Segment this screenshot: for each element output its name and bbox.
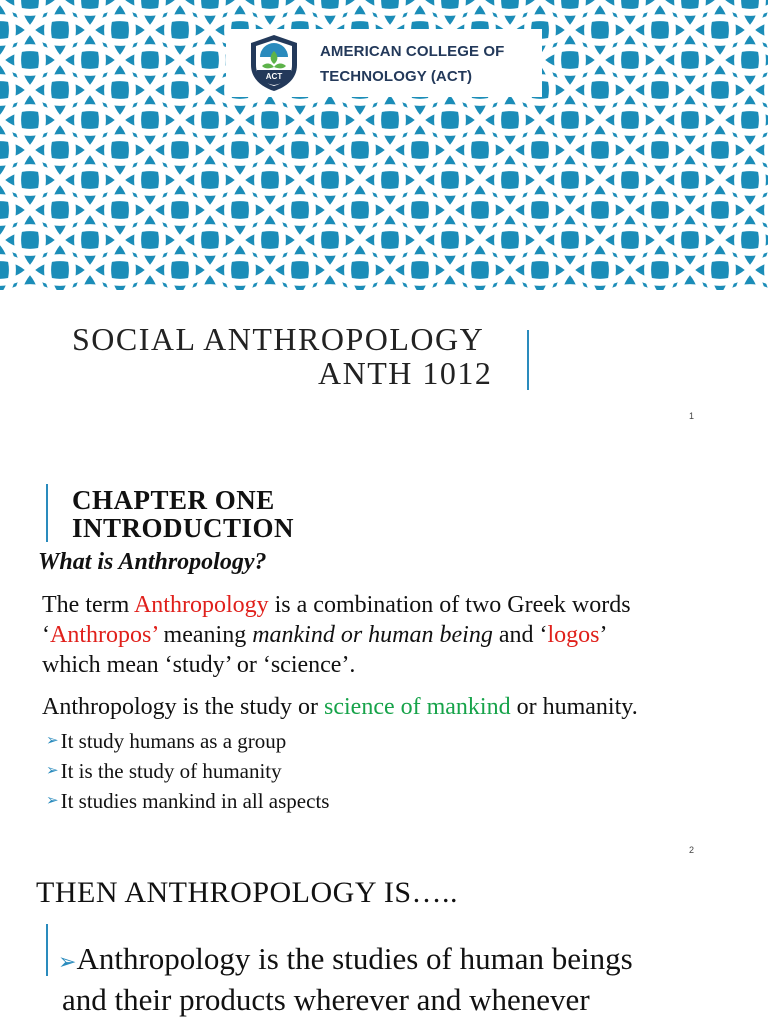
arrow-bullet-icon: ➢ (46, 793, 59, 809)
text-run: ’ (599, 622, 608, 648)
slide3-line1-text: Anthropology is the studies of human beings (76, 941, 633, 976)
slide3-accent-bar (46, 924, 48, 976)
college-name (320, 39, 535, 89)
slide1-title-line2: ANTH 1012 (318, 355, 493, 391)
text-run: is a combination of two Greek words (268, 592, 631, 618)
slide1-title-line1: SOCIAL ANTHROPOLOGY (72, 321, 485, 357)
arrow-bullet-icon: ➢ (58, 949, 77, 974)
list-item (46, 786, 329, 816)
chapter-title-line1: CHAPTER ONE (72, 485, 275, 515)
text-run: and ‘ (492, 622, 548, 648)
slide3-line2: and their products wherever and whenever (62, 982, 590, 1017)
slide3-line1 (58, 940, 633, 981)
pattern-banner (0, 0, 768, 290)
highlight-anthropology: Anthropology (133, 592, 269, 618)
paragraph-definition (42, 692, 638, 722)
highlight-logos: logos (547, 622, 600, 648)
slide1-title (72, 322, 492, 390)
slide1-page-number: 1 (689, 411, 695, 421)
list-item (46, 726, 329, 756)
college-name-line2: TECHNOLOGY (ACT) (320, 68, 473, 85)
arrow-bullet-icon: ➢ (46, 763, 59, 779)
list-item-text: It is the study of humanity (60, 759, 282, 783)
chapter-title-line2: INTRODUCTION (72, 513, 295, 543)
list-item (46, 756, 329, 786)
arrow-bullet-icon: ➢ (46, 733, 59, 749)
paragraph-term (42, 590, 631, 620)
emblem-text: ACT (265, 72, 283, 81)
list-item-text: It studies mankind in all aspects (60, 789, 330, 813)
bullet-list (46, 726, 329, 816)
act-shield-emblem-icon (248, 33, 300, 93)
chapter-title (72, 486, 294, 542)
college-logo-box (226, 29, 542, 97)
text-run: The term (42, 592, 134, 618)
list-item-text: It study humans as a group (60, 729, 287, 753)
slide2-page-number: 2 (689, 845, 695, 855)
text-run: Anthropology is the study or (42, 694, 324, 720)
highlight-science: science of mankind (324, 694, 511, 720)
college-name-line1: AMERICAN COLLEGE OF (320, 43, 505, 60)
chapter-accent-bar (46, 484, 48, 542)
chapter-subtitle: What is Anthropology? (38, 549, 267, 575)
text-run: or humanity. (510, 694, 638, 720)
slide3-body (58, 940, 633, 1019)
paragraph-anthropos (42, 620, 608, 650)
title-accent-bar (527, 330, 529, 390)
italic-meaning: mankind or human being (252, 622, 493, 648)
text-run: meaning (157, 622, 253, 648)
slide3-title: THEN ANTHROPOLOGY IS….. (36, 876, 459, 909)
highlight-anthropos: Anthropos’ (50, 622, 158, 648)
paragraph-study: which mean ‘study’ or ‘science’. (42, 652, 356, 678)
text-run: ‘ (42, 622, 50, 648)
